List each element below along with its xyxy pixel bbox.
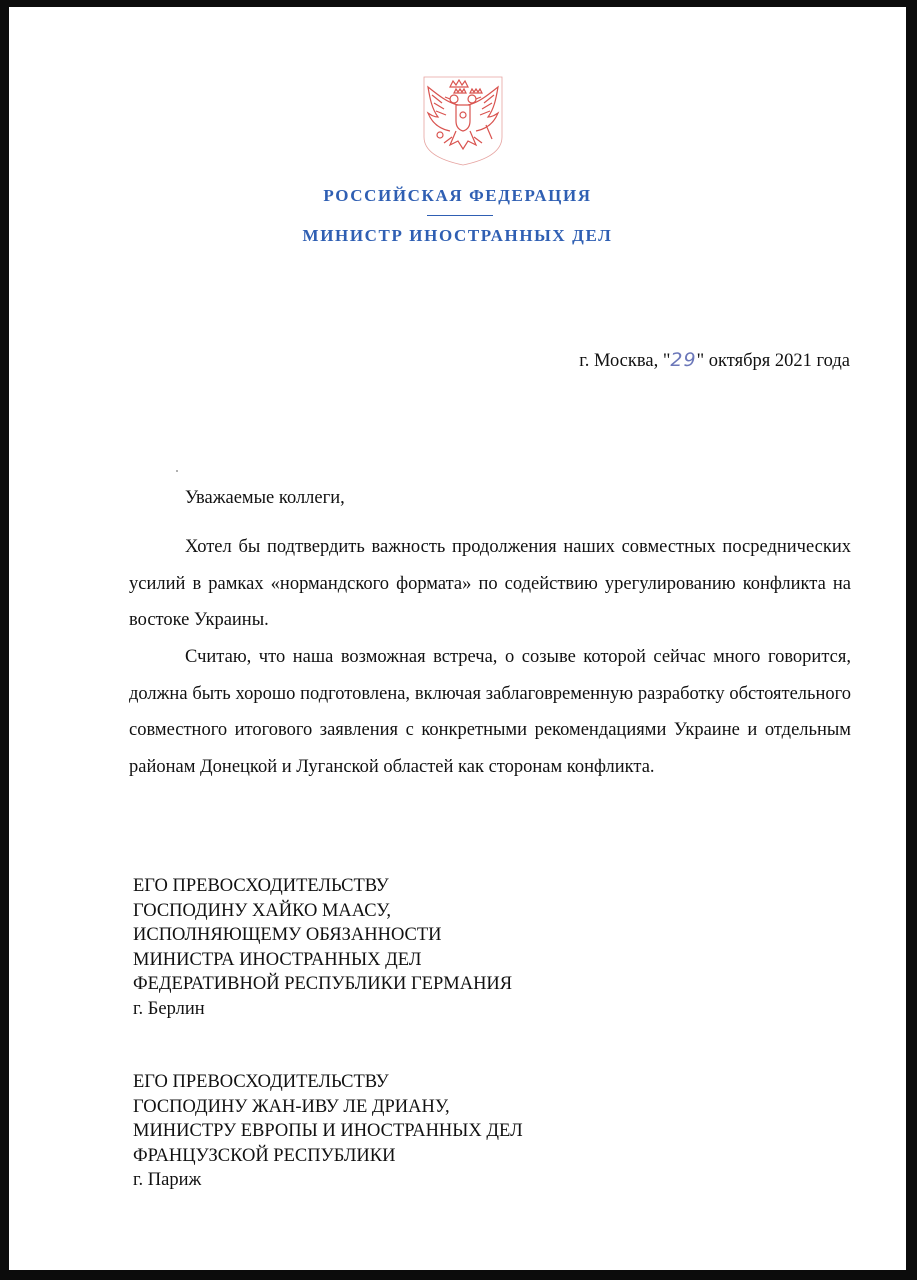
addressee-line: ЕГО ПРЕВОСХОДИТЕЛЬСТВУ xyxy=(133,1072,389,1092)
double-headed-eagle-icon xyxy=(418,73,508,167)
addressee-line: ГОСПОДИНУ ХАЙКО МААСУ, xyxy=(133,900,392,921)
addressee-city: г. Париж xyxy=(133,1170,202,1191)
dateline-day: 29 xyxy=(670,349,697,371)
paragraph-2: Считаю, что наша возможная встреча, о созыве которой сейчас много говорится, должна быть хорошо подготовлена, включая заблаговременную разработку обстоятельного совместного итогового заявления с конкретными рекомендациями Украине и отдельным районам Донецкой и Луганской областей как сторонам конфликта. xyxy=(129,647,851,777)
addressee-line: ФРАНЦУЗСКОЙ РЕСПУБЛИКИ xyxy=(133,1145,396,1166)
addressee-city: г. Берлин xyxy=(133,998,205,1019)
addressee-line: ИСПОЛНЯЮЩЕМУ ОБЯЗАННОСТИ xyxy=(133,925,442,946)
letterhead-office: МИНИСТР ИНОСТРАННЫХ ДЕЛ xyxy=(302,226,613,245)
addressee-line: ФЕДЕРАТИВНОЙ РЕСПУБЛИКИ ГЕРМАНИЯ xyxy=(133,974,513,995)
letterhead-country: РОССИЙСКАЯ ФЕДЕРАЦИЯ xyxy=(323,186,592,205)
scan-speck xyxy=(176,470,178,472)
addressee-line: ГОСПОДИНУ ЖАН-ИВУ ЛЕ ДРИАНУ, xyxy=(133,1096,450,1117)
letter-page xyxy=(9,7,906,1270)
salutation: Уважаемые коллеги, xyxy=(185,488,345,508)
addressee-line: МИНИСТРУ ЕВРОПЫ И ИНОСТРАННЫХ ДЕЛ xyxy=(133,1121,523,1142)
letterhead-divider xyxy=(427,215,493,216)
addressee-france xyxy=(133,1070,523,1193)
dateline-suffix: " октября 2021 года xyxy=(696,351,850,371)
addressee-line: МИНИСТРА ИНОСТРАННЫХ ДЕЛ xyxy=(133,949,422,970)
addressee-germany xyxy=(133,874,512,1022)
paragraph-1: Хотел бы подтвердить важность продолжения наших совместных посреднических усилий в рамках «нормандского формата» по содействию урегулированию конфликта на востоке Украины. xyxy=(129,537,851,630)
dateline xyxy=(579,349,850,372)
dateline-prefix: г. Москва, " xyxy=(579,351,671,371)
addressee-line: ЕГО ПРЕВОСХОДИТЕЛЬСТВУ xyxy=(133,876,389,896)
